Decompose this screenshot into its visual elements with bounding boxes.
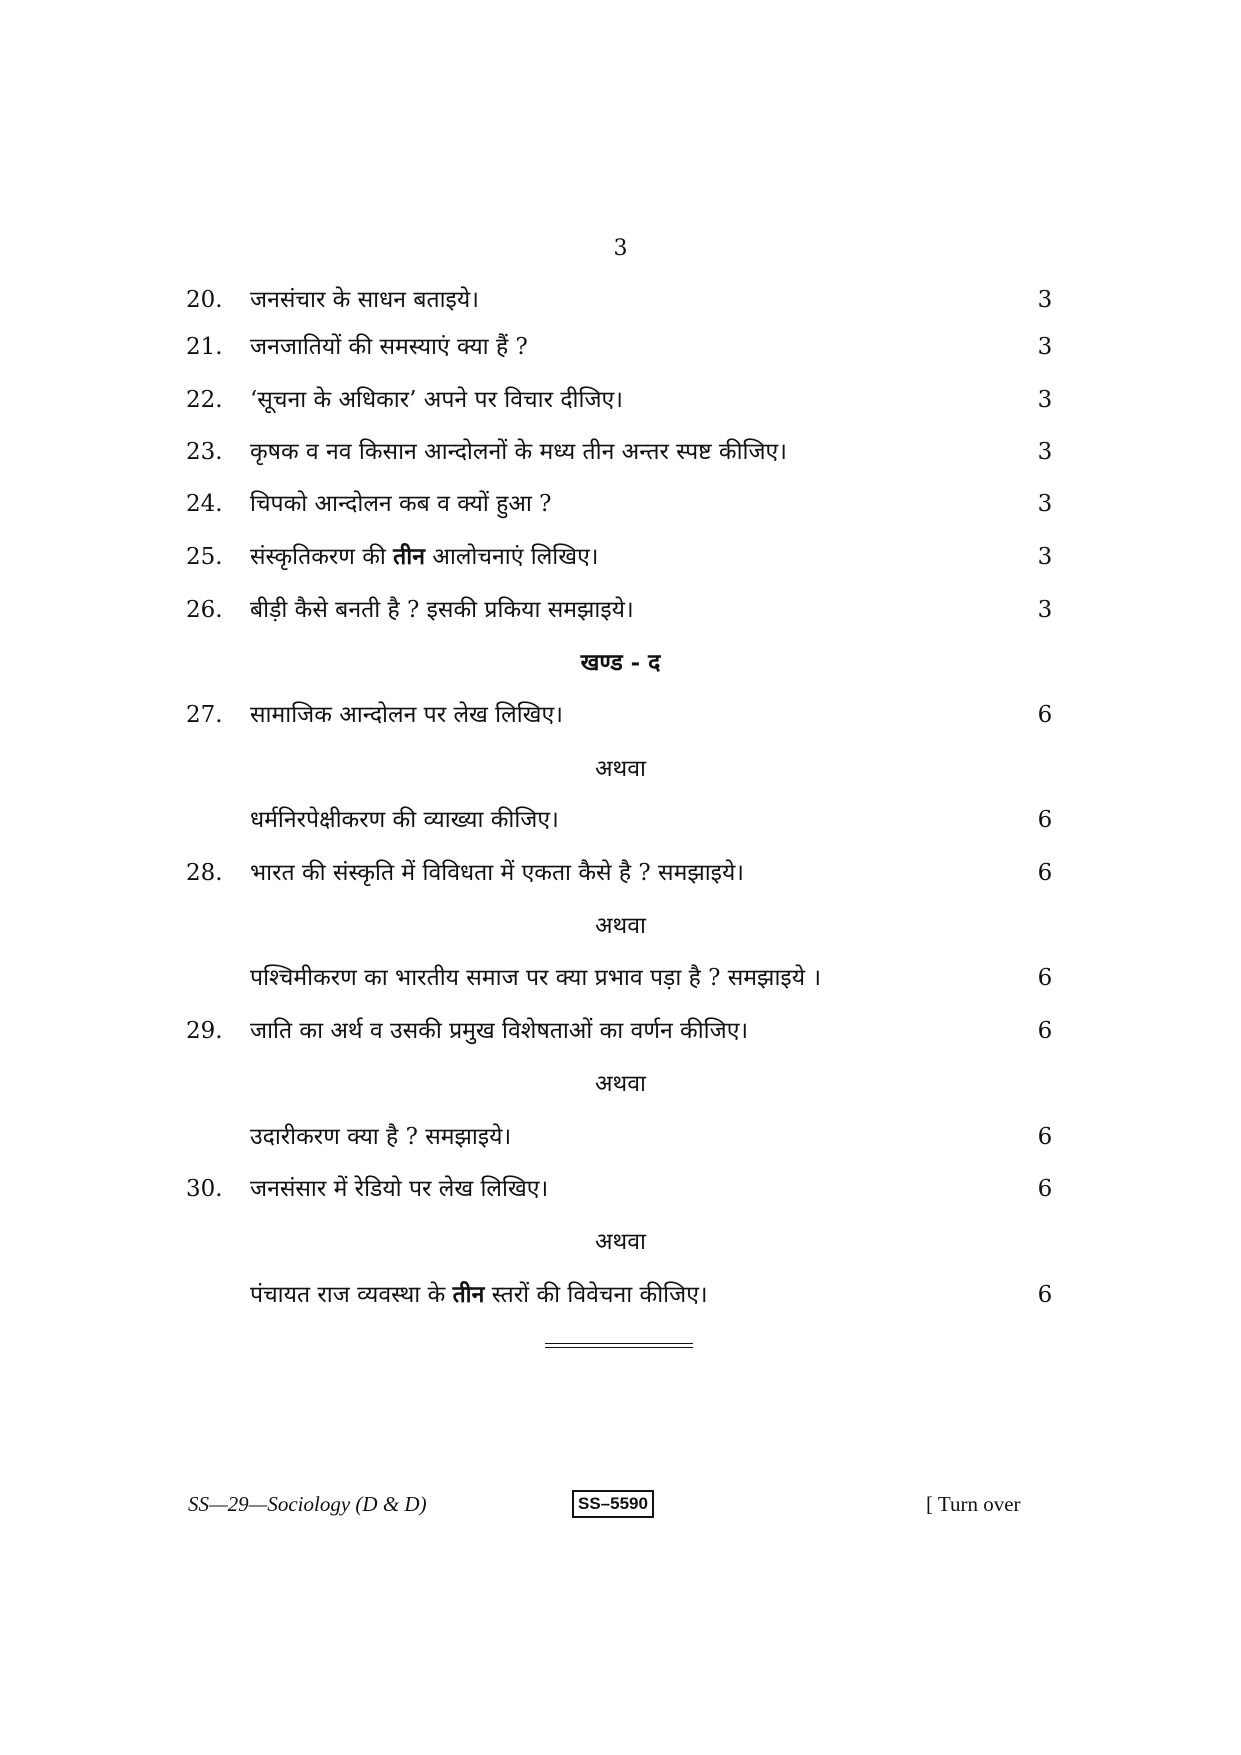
question-26 [0, 590, 1241, 630]
question-text: जनसंसार में रेडियो पर लेख लिखिए। [250, 1176, 549, 1202]
question-marks: 3 [1037, 439, 1053, 465]
question-marks: 6 [1037, 1018, 1053, 1044]
question-number: 20. [186, 287, 223, 313]
question-28 [0, 853, 1241, 893]
question-text [250, 1275, 1010, 1315]
question-text: भारत की संस्कृति में विविधता में एकता कैसे है ? समझाइये। [250, 860, 745, 886]
question-21 [0, 327, 1241, 367]
turn-over-note: [ Turn over [926, 1492, 1021, 1516]
question-text: जनजातियों की समस्याएं क्या हैं ? [250, 334, 528, 360]
question-text-bold: तीन [452, 1281, 485, 1308]
question-number: 25. [186, 544, 223, 570]
question-number: 27. [186, 702, 223, 728]
question-marks: 3 [1037, 597, 1053, 623]
question-text-before: पंचायत राज व्यवस्था के [250, 1282, 446, 1308]
question-marks: 3 [1037, 491, 1053, 517]
question-23 [0, 432, 1241, 472]
question-number: 24. [186, 491, 223, 517]
question-25 [0, 537, 1241, 577]
question-30 [0, 1169, 1241, 1209]
question-text [250, 537, 1010, 577]
question-marks: 6 [1037, 1124, 1053, 1150]
question-number: 26. [186, 597, 223, 623]
end-double-rule [545, 1343, 693, 1348]
question-marks: 6 [1037, 702, 1053, 728]
question-text: पश्चिमीकरण का भारतीय समाज पर क्या प्रभाव पड़ा है ? समझाइये । [250, 965, 822, 991]
question-27-alternative [0, 800, 1241, 840]
question-text: सामाजिक आन्दोलन पर लेख लिखिए। [250, 702, 563, 728]
footer-paper-title: SS—29—Sociology (D & D) [188, 1492, 427, 1516]
question-number: 30. [186, 1176, 223, 1202]
question-text: उदारीकरण क्या है ? समझाइये। [250, 1124, 512, 1150]
question-marks: 6 [1037, 807, 1053, 833]
question-text: कृषक व नव किसान आन्दोलनों के मध्य तीन अन्तर स्पष्ट कीजिए। [250, 439, 787, 465]
question-27 [0, 695, 1241, 735]
or-label: अथवा [594, 1071, 646, 1097]
question-marks: 6 [1037, 1282, 1053, 1308]
question-marks: 6 [1037, 965, 1053, 991]
question-20 [0, 280, 1241, 320]
question-text-before: संस्कृतिकरण की [250, 544, 386, 570]
question-text: ‘सूचना के अधिकार’ अपने पर विचार दीजिए। [250, 387, 623, 413]
question-text-after: स्तरों की विवेचना कीजिए। [491, 1282, 708, 1308]
question-text: चिपको आन्दोलन कब व क्यों हुआ ? [250, 491, 552, 517]
question-marks: 3 [1037, 387, 1053, 413]
question-number: 23. [186, 439, 223, 465]
question-29-alternative [0, 1117, 1241, 1157]
question-29 [0, 1011, 1241, 1051]
page-number: 3 [613, 236, 628, 261]
question-marks: 3 [1037, 287, 1053, 313]
question-text: जाति का अर्थ व उसकी प्रमुख विशेषताओं का वर्णन कीजिए। [250, 1018, 749, 1044]
question-number: 21. [186, 334, 223, 360]
question-28-alternative [0, 958, 1241, 998]
or-label: अथवा [594, 1229, 646, 1255]
or-label: अथवा [594, 913, 646, 939]
question-text-after: आलोचनाएं लिखिए। [432, 544, 599, 570]
question-marks: 6 [1037, 1176, 1053, 1202]
question-text: जनसंचार के साधन बताइये। [250, 287, 479, 313]
section-heading: खण्ड - द [580, 649, 661, 676]
question-text-bold: तीन [393, 543, 426, 570]
page-footer [0, 1490, 1241, 1524]
question-22 [0, 380, 1241, 420]
question-24 [0, 484, 1241, 524]
question-text: धर्मनिरपेक्षीकरण की व्याख्या कीजिए। [250, 807, 559, 833]
question-marks: 3 [1037, 544, 1053, 570]
question-marks: 3 [1037, 334, 1053, 360]
or-label: अथवा [594, 756, 646, 782]
question-marks: 6 [1037, 860, 1053, 886]
footer-paper-code: SS–5590 [572, 1490, 654, 1518]
question-number: 22. [186, 387, 223, 413]
question-number: 28. [186, 860, 223, 886]
question-30-alternative [0, 1275, 1241, 1315]
question-text: बीड़ी कैसे बनती है ? इसकी प्रकिया समझाइये। [250, 597, 634, 623]
question-number: 29. [186, 1018, 223, 1044]
